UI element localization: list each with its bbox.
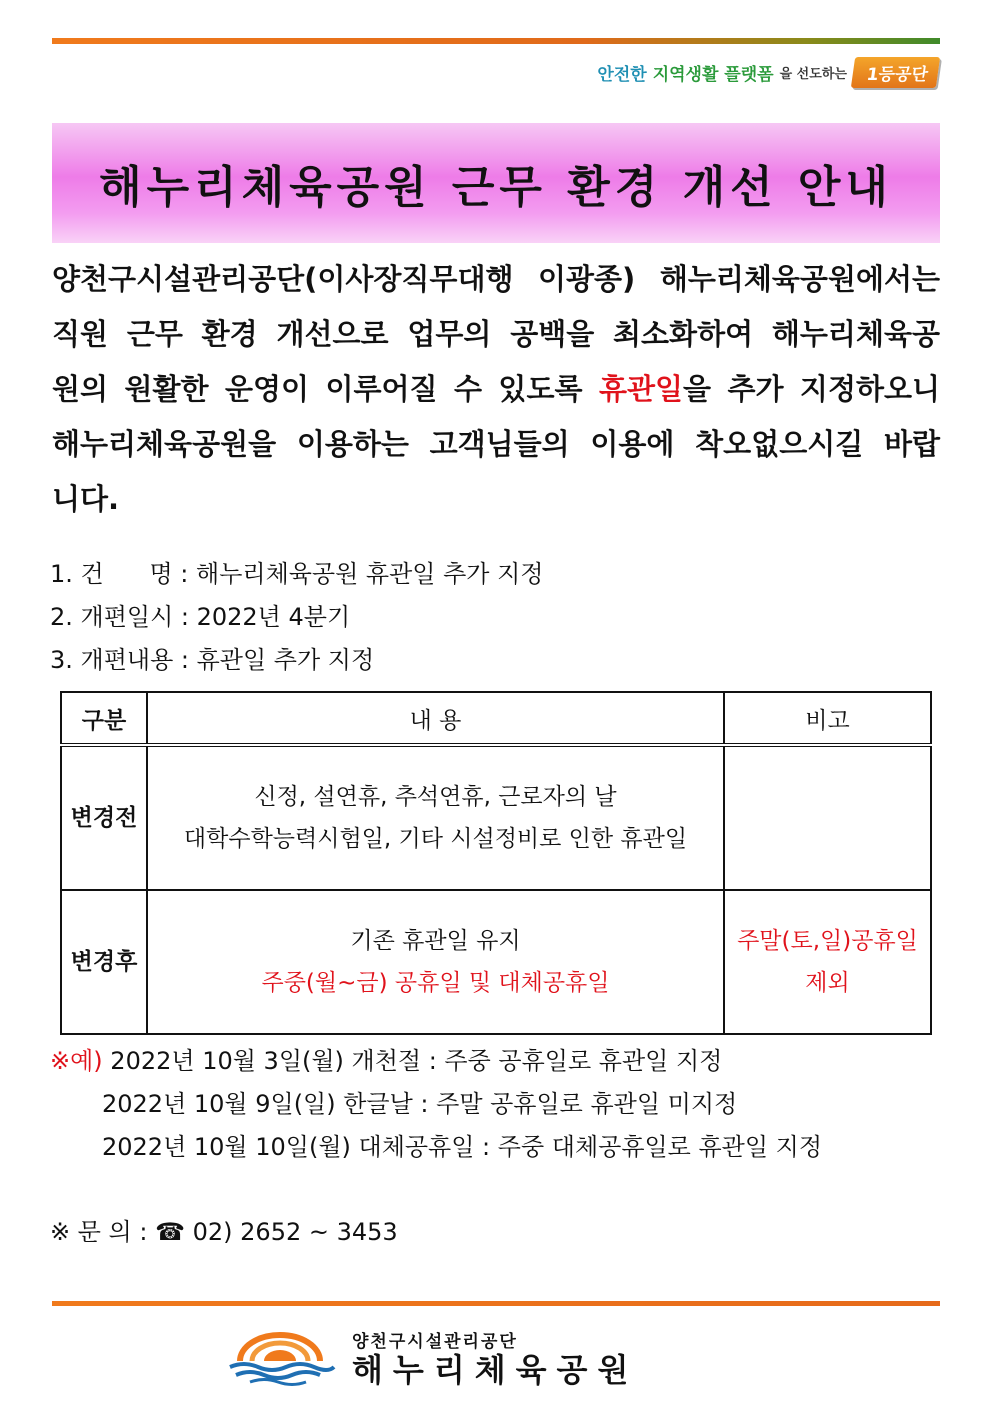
row-note (724, 890, 931, 1034)
content-line-highlight: 주중(월~금) 공휴일 및 대체공휴일 (261, 970, 610, 996)
bottom-divider (52, 1301, 940, 1306)
intro-highlight: 휴관일 (598, 372, 683, 406)
change-table (60, 691, 932, 1035)
header-content: 내 용 (147, 692, 724, 745)
table-row (61, 745, 931, 890)
logo-org: 양천구시설관리공단 (352, 1331, 518, 1352)
top-divider (52, 38, 940, 44)
content-line: 대학수학능력시험일, 기타 시설정비로 인한 휴관일 (183, 826, 688, 852)
note-line: 주말(토,일)공휴일 (737, 928, 918, 954)
slogan-part1: 안전한 (597, 64, 647, 85)
row-content (147, 745, 724, 890)
table-header-row (61, 692, 931, 745)
row-content (147, 890, 724, 1034)
item-list (50, 553, 930, 682)
slogan-part3: 을 선도하는 (779, 66, 847, 82)
header-slogan (597, 56, 938, 88)
contact-info (50, 1212, 398, 1247)
row-note (724, 745, 931, 890)
example-marker: ※예) (50, 1047, 103, 1075)
example-line (50, 1040, 950, 1083)
intro-before: 양천구시설관리공단(이사장직무대행 이광종) 해누리체육공원에서는 직원 근무 환경 개선으로 업무의 공백을 최소화하여 해누리체육공원의 원활한 운영이 이루어질 수 있도록 (52, 262, 940, 406)
slogan-badge: 1등공단 (851, 57, 940, 88)
list-item: 1. 건 명 : 해누리체육공원 휴관일 추가 지정 (50, 560, 544, 588)
table-row (61, 890, 931, 1034)
page-title: 해누리체육공원 근무 환경 개선 안내 (99, 162, 893, 213)
contact-label: ※ 문 의 : (50, 1218, 156, 1246)
sun-wave-emblem-icon (222, 1327, 338, 1387)
examples-block (50, 1040, 950, 1169)
list-item: 3. 개편내용 : 휴관일 추가 지정 (50, 646, 375, 674)
example-line: 2022년 10월 10일(월) 대체공휴일 : 주중 대체공휴일로 휴관일 지정 (102, 1133, 823, 1161)
row-label: 변경전 (61, 745, 147, 890)
logo-name: 해누리체육공원 (352, 1350, 639, 1389)
phone-icon: ☎ (155, 1218, 185, 1246)
content-line: 신정, 설연휴, 추석연휴, 근로자의 날 (254, 784, 617, 810)
content-line: 기존 휴관일 유지 (350, 928, 521, 954)
example-text: 2022년 10월 3일(월) 개천절 : 주중 공휴일로 휴관일 지정 (102, 1047, 723, 1075)
intro-paragraph (52, 252, 940, 527)
title-banner (52, 123, 940, 243)
header-category: 구분 (61, 692, 147, 745)
logo-text (352, 1327, 638, 1388)
footer-logo (222, 1322, 782, 1392)
intro-after: 을 추가 지정하오니 해누리체육공원을 이용하는 고객님들의 이용에 착오없으시길 바랍니다. (52, 372, 940, 516)
list-item: 2. 개편일시 : 2022년 4분기 (50, 603, 351, 631)
row-label: 변경후 (61, 890, 147, 1034)
note-line: 제외 (805, 970, 850, 996)
slogan-part2: 지역생활 플랫폼 (652, 64, 774, 85)
example-line: 2022년 10월 9일(일) 한글날 : 주말 공휴일로 휴관일 미지정 (102, 1090, 738, 1118)
header-note: 비고 (724, 692, 931, 745)
contact-number: 02) 2652 ~ 3453 (185, 1218, 398, 1246)
